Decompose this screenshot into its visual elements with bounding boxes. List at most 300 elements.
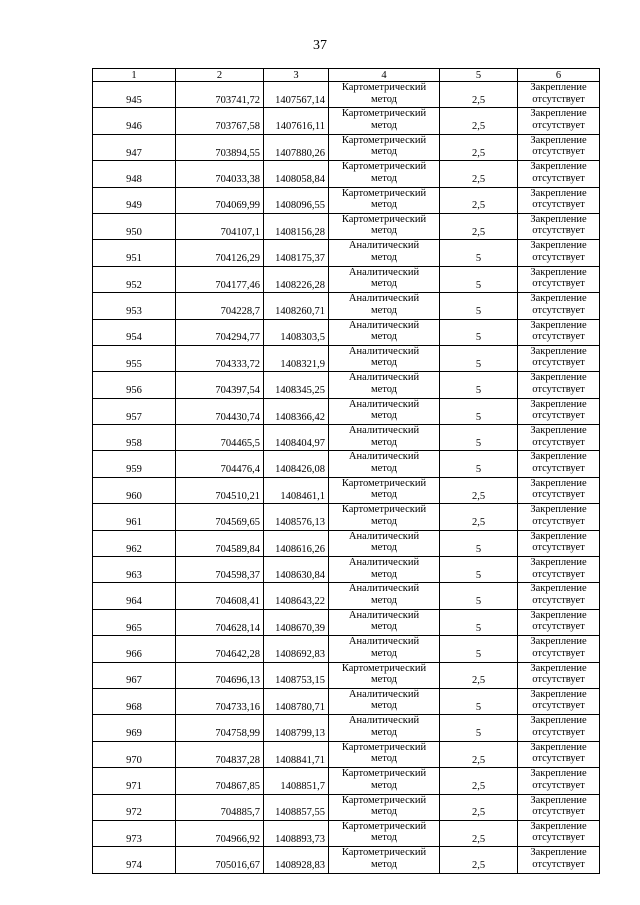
accuracy-cell: 2,5: [440, 108, 518, 134]
accuracy-cell: 5: [440, 398, 518, 424]
method-cell-line: метод: [370, 93, 398, 105]
table-row: [93, 583, 600, 609]
point-number-cell: 974: [93, 847, 176, 873]
method-cell-line: Картометрический: [341, 108, 427, 120]
fixing-cell-line: отсутствует: [532, 489, 585, 501]
point-number-cell: 959: [93, 451, 176, 477]
fixing-cell-line: отсутствует: [532, 806, 585, 818]
method-cell-line: Аналитический: [348, 293, 420, 305]
method-cell-line: метод: [370, 568, 398, 580]
x-coordinate-cell: 704294,77: [176, 319, 264, 345]
point-number-cell: 949: [93, 187, 176, 213]
point-number-cell: 957: [93, 398, 176, 424]
fixing-cell: [518, 530, 600, 556]
accuracy-cell: 2,5: [440, 820, 518, 846]
table-row: [93, 636, 600, 662]
point-number-cell: 969: [93, 715, 176, 741]
y-coordinate-cell: 1407616,11: [264, 108, 329, 134]
table-row: [93, 134, 600, 160]
fixing-cell-line: отсутствует: [532, 779, 585, 791]
accuracy-cell: 2,5: [440, 794, 518, 820]
method-cell-line: метод: [370, 436, 398, 448]
accuracy-cell: 5: [440, 319, 518, 345]
method-cell-line: метод: [370, 858, 398, 870]
accuracy-cell: 5: [440, 451, 518, 477]
fixing-cell-line: отсутствует: [532, 568, 585, 580]
y-coordinate-cell: 1408404,97: [264, 425, 329, 451]
accuracy-cell: 5: [440, 266, 518, 292]
fixing-cell-line: Закрепление: [530, 319, 587, 331]
fixing-cell: [518, 451, 600, 477]
method-cell-line: Картометрический: [341, 794, 427, 806]
table-row: [93, 345, 600, 371]
fixing-cell-line: отсутствует: [532, 225, 585, 237]
fixing-cell: [518, 820, 600, 846]
accuracy-cell: 5: [440, 372, 518, 398]
y-coordinate-cell: 1408226,28: [264, 266, 329, 292]
fixing-cell-line: Закрепление: [530, 477, 587, 489]
method-cell-line: метод: [370, 462, 398, 474]
method-cell-line: Аналитический: [348, 372, 420, 384]
x-coordinate-cell: 704696,13: [176, 662, 264, 688]
method-cell: [329, 530, 440, 556]
method-cell-line: метод: [370, 172, 398, 184]
fixing-cell-line: Закрепление: [530, 504, 587, 516]
method-cell-line: Картометрический: [341, 741, 427, 753]
x-coordinate-cell: 704033,38: [176, 161, 264, 187]
point-number-cell: 956: [93, 372, 176, 398]
method-cell-line: Аналитический: [348, 451, 420, 463]
x-coordinate-cell: 704069,99: [176, 187, 264, 213]
method-cell-line: метод: [370, 726, 398, 738]
method-cell: [329, 636, 440, 662]
fixing-cell-line: Закрепление: [530, 636, 587, 648]
method-cell: [329, 504, 440, 530]
method-cell: [329, 583, 440, 609]
point-number-cell: 968: [93, 688, 176, 714]
table-body: [93, 82, 600, 874]
fixing-cell-line: Закрепление: [530, 398, 587, 410]
y-coordinate-cell: 1408096,55: [264, 187, 329, 213]
accuracy-cell: 2,5: [440, 662, 518, 688]
point-number-cell: 947: [93, 134, 176, 160]
point-number-cell: 962: [93, 530, 176, 556]
table-row: [93, 108, 600, 134]
table-row: [93, 662, 600, 688]
method-cell-line: Аналитический: [348, 530, 420, 542]
fixing-cell-line: отсутствует: [532, 383, 585, 395]
y-coordinate-cell: 1408426,08: [264, 451, 329, 477]
x-coordinate-cell: 704126,29: [176, 240, 264, 266]
point-number-cell: 951: [93, 240, 176, 266]
point-number-cell: 970: [93, 741, 176, 767]
accuracy-cell: 5: [440, 345, 518, 371]
fixing-cell: [518, 425, 600, 451]
method-cell-line: Аналитический: [348, 398, 420, 410]
fixing-cell-line: отсутствует: [532, 410, 585, 422]
fixing-cell: [518, 768, 600, 794]
table-row: [93, 82, 600, 108]
table-row: [93, 715, 600, 741]
fixing-cell-line: Закрепление: [530, 820, 587, 832]
point-number-cell: 958: [93, 425, 176, 451]
fixing-cell-line: Закрепление: [530, 583, 587, 595]
method-cell: [329, 213, 440, 239]
method-cell-line: метод: [370, 383, 398, 395]
x-coordinate-cell: 704598,37: [176, 557, 264, 583]
method-cell-line: метод: [370, 806, 398, 818]
y-coordinate-cell: 1408851,7: [264, 768, 329, 794]
method-cell-line: Аналитический: [348, 583, 420, 595]
method-cell-line: метод: [370, 357, 398, 369]
method-cell: [329, 688, 440, 714]
y-coordinate-cell: 1408175,37: [264, 240, 329, 266]
fixing-cell: [518, 372, 600, 398]
header-col-1: 1: [93, 69, 176, 82]
fixing-cell-line: отсутствует: [532, 146, 585, 158]
method-cell-line: Аналитический: [348, 345, 420, 357]
accuracy-cell: 2,5: [440, 477, 518, 503]
fixing-cell: [518, 187, 600, 213]
method-cell: [329, 451, 440, 477]
x-coordinate-cell: 704885,7: [176, 794, 264, 820]
y-coordinate-cell: 1408630,84: [264, 557, 329, 583]
fixing-cell: [518, 715, 600, 741]
y-coordinate-cell: 1408576,13: [264, 504, 329, 530]
y-coordinate-cell: 1408058,84: [264, 161, 329, 187]
y-coordinate-cell: 1408692,83: [264, 636, 329, 662]
fixing-cell-line: Закрепление: [530, 715, 587, 727]
point-number-cell: 961: [93, 504, 176, 530]
method-cell-line: метод: [370, 199, 398, 211]
accuracy-cell: 2,5: [440, 213, 518, 239]
method-cell: [329, 293, 440, 319]
x-coordinate-cell: 704628,14: [176, 609, 264, 635]
method-cell: [329, 372, 440, 398]
point-number-cell: 966: [93, 636, 176, 662]
accuracy-cell: 5: [440, 530, 518, 556]
method-cell: [329, 398, 440, 424]
accuracy-cell: 5: [440, 425, 518, 451]
x-coordinate-cell: 704465,5: [176, 425, 264, 451]
x-coordinate-cell: 704228,7: [176, 293, 264, 319]
x-coordinate-cell: 703741,72: [176, 82, 264, 108]
method-cell: [329, 82, 440, 108]
accuracy-cell: 2,5: [440, 161, 518, 187]
fixing-cell: [518, 688, 600, 714]
method-cell-line: Аналитический: [348, 266, 420, 278]
point-number-cell: 971: [93, 768, 176, 794]
fixing-cell-line: отсутствует: [532, 119, 585, 131]
fixing-cell: [518, 134, 600, 160]
y-coordinate-cell: 1408643,22: [264, 583, 329, 609]
method-cell: [329, 557, 440, 583]
fixing-cell-line: отсутствует: [532, 542, 585, 554]
fixing-cell: [518, 240, 600, 266]
x-coordinate-cell: 704966,92: [176, 820, 264, 846]
fixing-cell-line: отсутствует: [532, 251, 585, 263]
method-cell-line: метод: [370, 753, 398, 765]
y-coordinate-cell: 1408260,71: [264, 293, 329, 319]
method-cell: [329, 662, 440, 688]
fixing-cell-line: отсутствует: [532, 515, 585, 527]
table-row: [93, 794, 600, 820]
fixing-cell-line: отсутствует: [532, 700, 585, 712]
x-coordinate-cell: 704397,54: [176, 372, 264, 398]
table-row: [93, 768, 600, 794]
method-cell: [329, 266, 440, 292]
table-row: [93, 451, 600, 477]
method-cell-line: метод: [370, 304, 398, 316]
x-coordinate-cell: 705016,67: [176, 847, 264, 873]
method-cell-line: Аналитический: [348, 557, 420, 569]
fixing-cell-line: отсутствует: [532, 278, 585, 290]
y-coordinate-cell: 1408616,26: [264, 530, 329, 556]
method-cell-line: Картометрический: [341, 213, 427, 225]
fixing-cell-line: отсутствует: [532, 331, 585, 343]
method-cell-line: метод: [370, 542, 398, 554]
accuracy-cell: 5: [440, 557, 518, 583]
method-cell-line: метод: [370, 146, 398, 158]
fixing-cell-line: Закрепление: [530, 82, 587, 93]
header-col-5: 5: [440, 69, 518, 82]
method-cell-line: Картометрический: [341, 768, 427, 780]
fixing-cell-line: Закрепление: [530, 187, 587, 199]
method-cell-line: метод: [370, 489, 398, 501]
fixing-cell-line: Закрепление: [530, 345, 587, 357]
method-cell-line: метод: [370, 700, 398, 712]
fixing-cell-line: отсутствует: [532, 93, 585, 105]
x-coordinate-cell: 704867,85: [176, 768, 264, 794]
accuracy-cell: 2,5: [440, 187, 518, 213]
method-cell-line: метод: [370, 621, 398, 633]
method-cell-line: Аналитический: [348, 715, 420, 727]
y-coordinate-cell: 1407567,14: [264, 82, 329, 108]
y-coordinate-cell: 1408670,39: [264, 609, 329, 635]
fixing-cell-line: отсутствует: [532, 647, 585, 659]
fixing-cell-line: Закрепление: [530, 425, 587, 437]
fixing-cell-line: отсутствует: [532, 832, 585, 844]
method-cell-line: Картометрический: [341, 847, 427, 859]
x-coordinate-cell: 704510,21: [176, 477, 264, 503]
header-col-3: 3: [264, 69, 329, 82]
point-number-cell: 946: [93, 108, 176, 134]
page-number: 37: [313, 38, 327, 53]
y-coordinate-cell: 1408345,25: [264, 372, 329, 398]
y-coordinate-cell: 1407880,26: [264, 134, 329, 160]
method-cell: [329, 768, 440, 794]
point-number-cell: 964: [93, 583, 176, 609]
method-cell-line: Аналитический: [348, 425, 420, 437]
x-coordinate-cell: 704837,28: [176, 741, 264, 767]
method-cell: [329, 715, 440, 741]
method-cell: [329, 134, 440, 160]
table-row: [93, 530, 600, 556]
method-cell-line: метод: [370, 119, 398, 131]
y-coordinate-cell: 1408780,71: [264, 688, 329, 714]
y-coordinate-cell: 1408366,42: [264, 398, 329, 424]
accuracy-cell: 5: [440, 293, 518, 319]
table-row: [93, 557, 600, 583]
table-header: [93, 69, 600, 82]
point-number-cell: 973: [93, 820, 176, 846]
fixing-cell: [518, 609, 600, 635]
method-cell: [329, 319, 440, 345]
method-cell-line: Картометрический: [341, 161, 427, 173]
table-row: [93, 398, 600, 424]
x-coordinate-cell: 704177,46: [176, 266, 264, 292]
table-row: [93, 319, 600, 345]
x-coordinate-cell: 704758,99: [176, 715, 264, 741]
method-cell-line: метод: [370, 832, 398, 844]
fixing-cell-line: отсутствует: [532, 462, 585, 474]
point-number-cell: 965: [93, 609, 176, 635]
method-cell-line: Картометрический: [341, 820, 427, 832]
point-number-cell: 967: [93, 662, 176, 688]
method-cell-line: Картометрический: [341, 504, 427, 516]
table-row: [93, 161, 600, 187]
method-cell-line: метод: [370, 594, 398, 606]
fixing-cell-line: Закрепление: [530, 134, 587, 146]
fixing-cell-line: отсутствует: [532, 753, 585, 765]
fixing-cell: [518, 662, 600, 688]
accuracy-cell: 5: [440, 583, 518, 609]
method-cell-line: метод: [370, 225, 398, 237]
x-coordinate-cell: 704107,1: [176, 213, 264, 239]
accuracy-cell: 2,5: [440, 504, 518, 530]
fixing-cell: [518, 293, 600, 319]
fixing-cell: [518, 583, 600, 609]
table-row: [93, 688, 600, 714]
method-cell: [329, 240, 440, 266]
y-coordinate-cell: 1408303,5: [264, 319, 329, 345]
header-row: [93, 69, 600, 82]
method-cell-line: метод: [370, 779, 398, 791]
x-coordinate-cell: 704430,74: [176, 398, 264, 424]
fixing-cell-line: отсутствует: [532, 858, 585, 870]
method-cell-line: метод: [370, 331, 398, 343]
fixing-cell-line: Закрепление: [530, 741, 587, 753]
accuracy-cell: 5: [440, 609, 518, 635]
accuracy-cell: 2,5: [440, 82, 518, 108]
method-cell-line: Аналитический: [348, 240, 420, 252]
method-cell-line: метод: [370, 674, 398, 686]
accuracy-cell: 5: [440, 240, 518, 266]
x-coordinate-cell: 704569,65: [176, 504, 264, 530]
fixing-cell-line: Закрепление: [530, 213, 587, 225]
x-coordinate-cell: 704476,4: [176, 451, 264, 477]
method-cell-line: метод: [370, 278, 398, 290]
fixing-cell: [518, 636, 600, 662]
x-coordinate-cell: 704733,16: [176, 688, 264, 714]
table-row: [93, 425, 600, 451]
fixing-cell-line: Закрепление: [530, 847, 587, 859]
fixing-cell-line: Закрепление: [530, 768, 587, 780]
method-cell: [329, 820, 440, 846]
accuracy-cell: 2,5: [440, 134, 518, 160]
coordinates-table: [92, 68, 600, 874]
fixing-cell: [518, 345, 600, 371]
fixing-cell-line: отсутствует: [532, 726, 585, 738]
fixing-cell: [518, 504, 600, 530]
method-cell: [329, 161, 440, 187]
accuracy-cell: 5: [440, 636, 518, 662]
table-row: [93, 266, 600, 292]
fixing-cell-line: отсутствует: [532, 357, 585, 369]
method-cell: [329, 847, 440, 873]
fixing-cell-line: Закрепление: [530, 662, 587, 674]
fixing-cell: [518, 161, 600, 187]
point-number-cell: 955: [93, 345, 176, 371]
y-coordinate-cell: 1408461,1: [264, 477, 329, 503]
fixing-cell-line: отсутствует: [532, 436, 585, 448]
method-cell: [329, 345, 440, 371]
fixing-cell-line: Закрепление: [530, 557, 587, 569]
fixing-cell-line: Закрепление: [530, 108, 587, 120]
method-cell-line: Картометрический: [341, 134, 427, 146]
fixing-cell: [518, 108, 600, 134]
accuracy-cell: 5: [440, 688, 518, 714]
fixing-cell: [518, 477, 600, 503]
fixing-cell-line: отсутствует: [532, 674, 585, 686]
fixing-cell-line: отсутствует: [532, 304, 585, 316]
method-cell: [329, 794, 440, 820]
accuracy-cell: 2,5: [440, 741, 518, 767]
method-cell-line: метод: [370, 410, 398, 422]
y-coordinate-cell: 1408893,73: [264, 820, 329, 846]
x-coordinate-cell: 704589,84: [176, 530, 264, 556]
fixing-cell: [518, 82, 600, 108]
fixing-cell-line: Закрепление: [530, 688, 587, 700]
fixing-cell-line: отсутствует: [532, 594, 585, 606]
fixing-cell-line: отсутствует: [532, 621, 585, 633]
method-cell-line: метод: [370, 251, 398, 263]
method-cell-line: метод: [370, 515, 398, 527]
method-cell-line: Аналитический: [348, 319, 420, 331]
y-coordinate-cell: 1408841,71: [264, 741, 329, 767]
header-col-6: 6: [518, 69, 600, 82]
x-coordinate-cell: 703767,58: [176, 108, 264, 134]
point-number-cell: 953: [93, 293, 176, 319]
y-coordinate-cell: 1408753,15: [264, 662, 329, 688]
fixing-cell-line: Закрепление: [530, 530, 587, 542]
y-coordinate-cell: 1408799,13: [264, 715, 329, 741]
method-cell-line: метод: [370, 647, 398, 659]
y-coordinate-cell: 1408321,9: [264, 345, 329, 371]
table-row: [93, 741, 600, 767]
accuracy-cell: 2,5: [440, 768, 518, 794]
fixing-cell: [518, 847, 600, 873]
method-cell: [329, 741, 440, 767]
fixing-cell-line: Закрепление: [530, 794, 587, 806]
method-cell: [329, 609, 440, 635]
method-cell-line: Картометрический: [341, 477, 427, 489]
table-row: [93, 187, 600, 213]
method-cell-line: Картометрический: [341, 662, 427, 674]
fixing-cell-line: Закрепление: [530, 372, 587, 384]
fixing-cell: [518, 557, 600, 583]
method-cell: [329, 477, 440, 503]
method-cell-line: Картометрический: [341, 82, 427, 93]
header-col-2: 2: [176, 69, 264, 82]
header-col-4: 4: [329, 69, 440, 82]
table-row: [93, 213, 600, 239]
x-coordinate-cell: 703894,55: [176, 134, 264, 160]
fixing-cell: [518, 266, 600, 292]
table-row: [93, 609, 600, 635]
point-number-cell: 963: [93, 557, 176, 583]
point-number-cell: 960: [93, 477, 176, 503]
